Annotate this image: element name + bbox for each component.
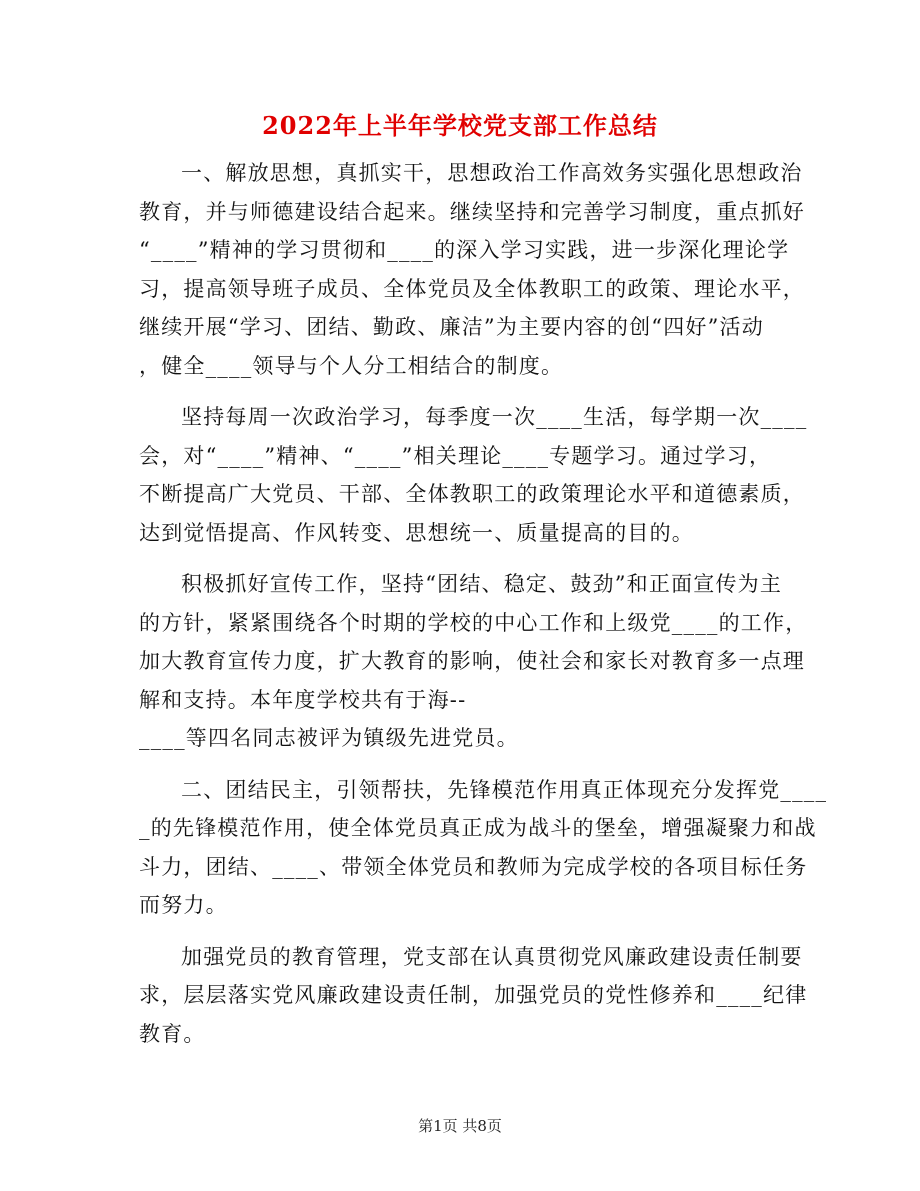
text-line: 解和支持。本年度学校共有于海-- — [139, 687, 467, 712]
paragraph-1 — [139, 154, 805, 385]
text-line: 不断提高广大党员、干部、全体教职工的政策理论水平和道德素质， — [139, 482, 805, 506]
text-line: 会，对“____”精神、“____”相关理论____专题学习。通过学习， — [139, 443, 772, 468]
text-line: 加强党员的教育管理，党支部在认真贯彻党风廉政建设责任制要 — [181, 944, 803, 969]
text-line: 达到觉悟提高、作风转变、思想统一、质量提高的目的。 — [139, 520, 694, 545]
text-line: 而努力。 — [139, 893, 228, 917]
paragraph-5 — [139, 938, 808, 1054]
text-line: 教育。 — [139, 1021, 206, 1046]
text-line: 坚持每周一次政治学习，每季度一次____生活，每学期一次____ — [181, 405, 808, 429]
text-line: 继续开展“学习、团结、勤政、廉洁”为主要内容的创“四好”活动 — [139, 315, 764, 339]
text-line: 教育，并与师德建设结合起来。继续坚持和完善学习制度，重点抓好 — [139, 199, 805, 224]
document-body — [139, 154, 828, 1066]
text-line: ____等四名同志被评为镇级先进党员。 — [139, 726, 519, 750]
text-line: _的先锋模范作用，使全体党员真正成为战斗的堡垒，增强凝聚力和战 — [139, 816, 817, 840]
paragraph-3 — [139, 565, 808, 758]
text-line: 斗力，团结、____、带领全体党员和教师为完成学校的各项目标任务 — [139, 854, 808, 879]
text-line: 一、解放思想，真抓实干，思想政治工作高效务实强化思想政治 — [181, 161, 803, 185]
text-line: 积极抓好宣传工作，坚持“团结、稳定、鼓劲”和正面宣传为主 — [181, 572, 783, 596]
text-line: 加大教育宣传力度，扩大教育的影响，使社会和家长对教育多一点理 — [139, 649, 805, 673]
paragraph-2 — [139, 398, 808, 552]
text-line: 习，提高领导班子成员、全体党员及全体教职工的政策、理论水平， — [139, 276, 805, 301]
text-line: ，健全____领导与个人分工相结合的制度。 — [139, 353, 564, 378]
text-line: 二、团结民主，引领帮扶，先锋模范作用真正体现充分发挥党____ — [181, 777, 828, 802]
page-number-footer: 第1页 共8页 — [418, 1117, 502, 1135]
text-line: 的方针，紧紧围绕各个时期的学校的中心工作和上级党____的工作， — [139, 610, 808, 635]
paragraph-4 — [139, 771, 828, 925]
document-title: 2022年上半年学校党支部工作总结 — [262, 111, 658, 140]
text-line: 求，层层落实党风廉政建设责任制，加强党员的党性修养和____纪律 — [139, 983, 808, 1007]
text-line: “____”精神的学习贯彻和____的深入学习实践，进一步深化理论学 — [139, 238, 790, 262]
